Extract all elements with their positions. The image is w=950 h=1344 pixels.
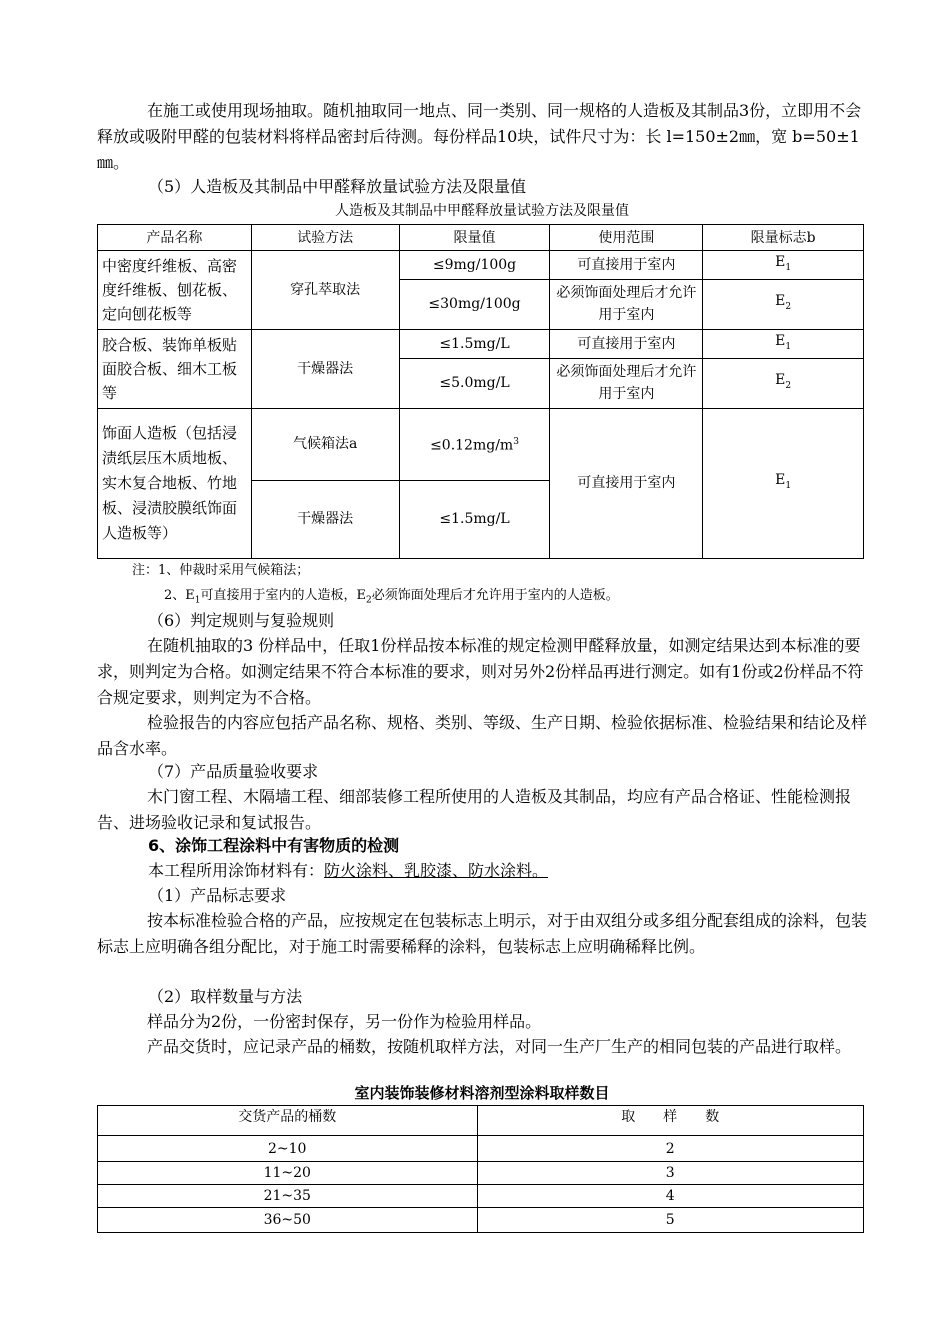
table1-product-name: 胶合板、装饰单板贴面胶合板、细木工板等 [98,329,252,408]
table1-scope: 必须饰面处理后才允许用于室内 [550,279,703,329]
table1-header-row [98,225,864,251]
table1-mark: $E_1$ [703,251,864,280]
table1-header: 产品名称 [98,225,252,251]
table2-count: 3 [477,1162,864,1185]
table1-note-2: 2、$E_1$可直接用于室内的人造板，$E_2$必须饰面处理后才允许用于室内的人造板。 [164,588,619,606]
table1-limit: ≤30mg/100g [399,279,550,329]
table1-header: 使用范围 [550,225,703,251]
paragraph-sample-split: 样品分为2份，一份密封保存，另一份作为检验用样品。 [147,1012,542,1031]
section-6-title: 6、涂饰工程涂料中有害物质的检测 [148,836,400,855]
table1-scope: 必须饰面处理后才允许用于室内 [550,358,703,408]
table1-header: 限量值 [399,225,550,251]
table1-product-name: 中密度纤维板、高密度纤维板、刨花板、定向刨花板等 [98,251,252,330]
table2-range: 36~50 [98,1208,478,1233]
materials-line: 本工程所用涂饰材料有：防火涂料、乳胶漆、防水涂料。 [148,861,549,880]
paragraph-sampling-method: 产品交货时，应记录产品的桶数，按随机取样方法，对同一生产厂生产的相同包装的产品进行取样。 [147,1037,852,1056]
table2-header: 交货产品的桶数 [98,1106,478,1136]
table1-method: 穿孔萃取法 [251,251,399,330]
subheading-1: （1）产品标志要求 [148,886,287,905]
table2-range: 2~10 [98,1136,478,1162]
table2-header-row [98,1106,864,1136]
table2-count: 4 [477,1185,864,1208]
table1-method: 干燥器法 [251,480,399,558]
table1-note-1: 注：1、仲裁时采用气候箱法； [132,563,310,578]
table1-row [98,408,864,480]
materials-list: 防火涂料、乳胶漆、防水涂料。 [324,861,549,880]
table2-range: 21~35 [98,1185,478,1208]
table1-product-name: 饰面人造板（包括浸渍纸层压木质地板、实木复合地板、竹地板、浸渍胶膜纸饰面人造板等） [98,408,252,558]
table1-mark: $E_1$ [703,408,864,558]
table1-header: 试验方法 [251,225,399,251]
table2-range: 11~20 [98,1162,478,1185]
table1-limit: ≤1.5mg/L [399,329,550,358]
paragraph-report: 检验报告的内容应包括产品名称、规格、类别、等级、生产日期、检验依据标准、检验结果和结论及样品含水率。 [97,713,868,758]
table1-scope: 可直接用于室内 [550,329,703,358]
table2-caption: 室内装饰装修材料溶剂型涂料取样数目 [354,1084,610,1102]
table1-row [98,251,864,280]
table1-caption: 人造板及其制品中甲醛释放量试验方法及限量值 [335,203,629,219]
heading-7: （7）产品质量验收要求 [148,762,319,781]
heading-6: （6）判定规则与复验规则 [148,611,335,630]
table1-limit: ≤5.0mg/L [399,358,550,408]
table1-mark: $E_1$ [703,329,864,358]
table1-limit: ≤1.5mg/L [399,480,550,558]
table2-row [98,1185,864,1208]
table1-method: 干燥器法 [251,329,399,408]
table2-count: 2 [477,1136,864,1162]
formaldehyde-table [97,224,864,559]
paragraph-judgement: 在随机抽取的3 份样品中，任取1份样品按本标准的规定检测甲醛释放量，如测定结果达到本标准的要求，则判定为合格。如测定结果不符合本标准的要求，则对另外2份样品再进行测定。如有1份或2份样品不符合规定要求，则判定为不合格。 [97,636,864,707]
table1-limit: ≤9mg/100g [399,251,550,280]
paragraph-labeling: 按本标准检验合格的产品，应按规定在包装标志上明示，对于由双组分或多组分配套组成的涂料，包装标志上应明确各组分配比，对于施工时需要稀释的涂料，包装标志上应明确稀释比例。 [97,911,868,956]
table1-method: 气候箱法a [251,408,399,480]
table1-header: 限量标志b [703,225,864,251]
table1-limit: $\le 0.12mg/m^3$ [399,408,550,480]
table2-count: 5 [477,1208,864,1233]
table1-mark: $E_2$ [703,358,864,408]
paragraph-acceptance: 木门窗工程、木隔墙工程、细部装修工程所使用的人造板及其制品，均应有产品合格证、性能检测报告、进场验收记录和复试报告。 [97,787,852,832]
table2-row [98,1162,864,1185]
table2-row [98,1208,864,1233]
table1-mark: $E_2$ [703,279,864,329]
table1-row [98,329,864,358]
paragraph-sampling: 在施工或使用现场抽取。随机抽取同一地点、同一类别、同一规格的人造板及其制品3份，立即用不会释放或吸附甲醛的包装材料将样品密封后待测。每份样品10块，试件尺寸为：长 l=150±2㎜，宽 b=50±1㎜。 [97,101,862,172]
table1-scope: 可直接用于室内 [550,251,703,280]
heading-5: （5）人造板及其制品中甲醛释放量试验方法及限量值 [148,177,527,196]
table1-scope: 可直接用于室内 [550,408,703,558]
sampling-count-table [97,1105,864,1233]
table2-row [98,1136,864,1162]
subheading-2: （2）取样数量与方法 [148,987,303,1006]
table2-header: 取 样 数 [477,1106,864,1136]
